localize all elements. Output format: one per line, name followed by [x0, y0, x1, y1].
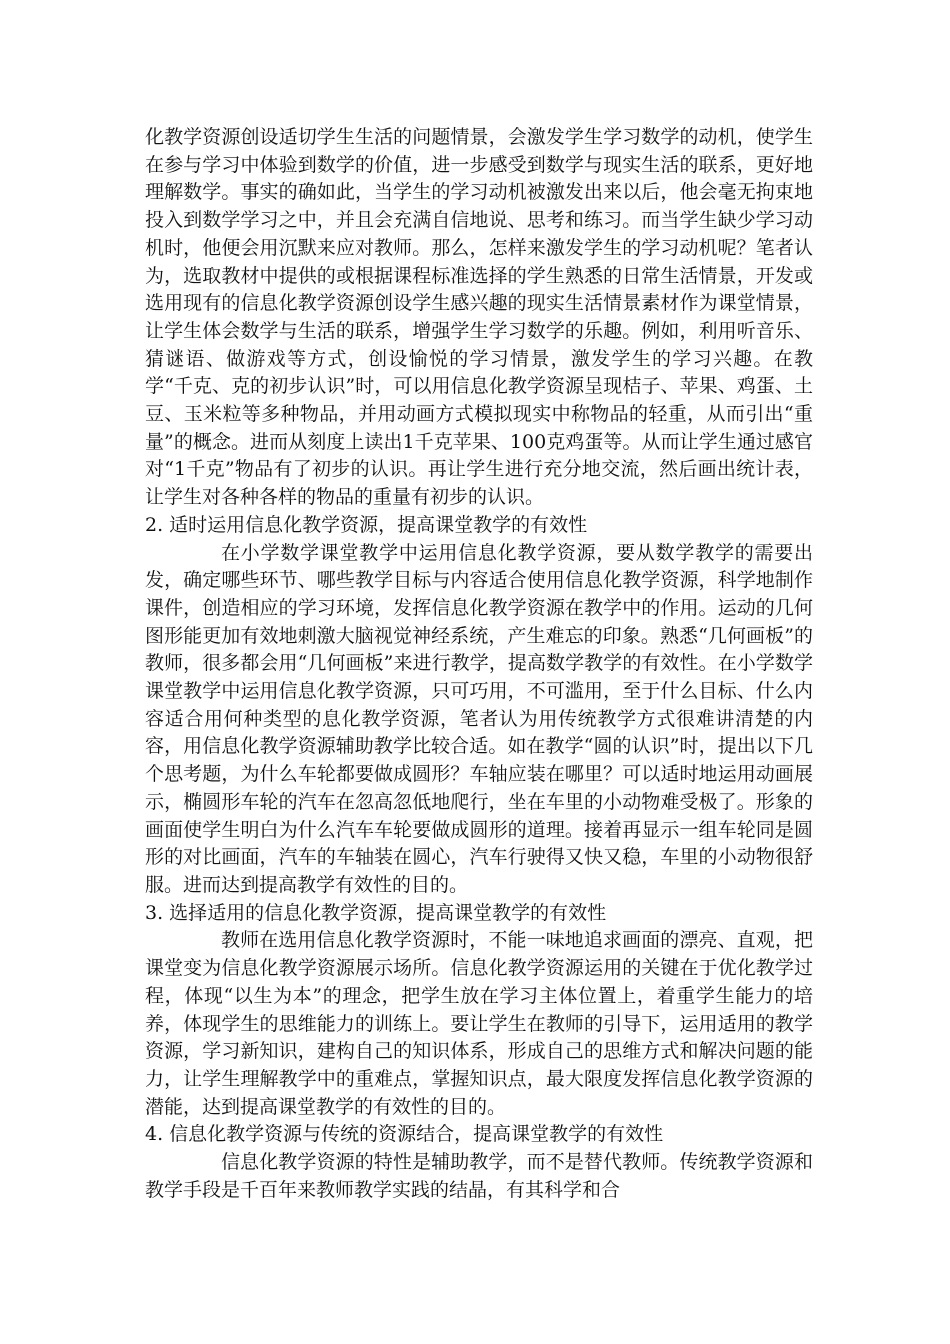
paragraph-intro: 化教学资源创设适切学生生活的问题情景，会激发学生学习数学的动机，使学生在参与学习中体验到数学的价值，进一步感受到数学与现实生活的联系，更好地理解数学。事实的确如此，当学生的学习动机被激发出来以后，他会毫无拘束地投入到数学学习之中，并且会充满自信地说、思考和练习。而当学生缺少学习动机时，他便会用沉默来应对教师。那么，怎样来激发学生的学习动机呢？笔者认为，选取教材中提供的或根据课程标准选择的学生熟悉的日常生活情景，开发或选用现有的信息化教学资源创设学生感兴趣的现实生活情景素材作为课堂情景，让学生体会数学与生活的联系，增强学生学习数学的乐趣。例如，利用听音乐、猜谜语、做游戏等方式，创设愉悦的学习情景，激发学生的学习兴趣。在教学“千克、克的初步认识”时，可以用信息化教学资源呈现桔子、苹果、鸡蛋、土豆、玉米粒等多种物品，并用动画方式模拟现实中称物品的轻重，从而引出“重量”的概念。进而从刻度上读出1千克苹果、100克鸡蛋等。从而让学生通过感官对“1千克”物品有了初步的认识。再让学生进行充分地交流，然后画出统计表，让学生对各种各样的物品的重量有初步的认识。 [145, 126, 813, 509]
paragraph-section-4: 信息化教学资源的特性是辅助教学，而不是替代教师。传统教学资源和教学手段是千百年来教师教学实践的结晶，有其科学和合 [145, 1151, 813, 1201]
section-heading-4: 4. 信息化教学资源与传统的资源结合，提高课堂教学的有效性 [145, 1123, 664, 1146]
paragraph-section-3: 教师在选用信息化教学资源时，不能一味地追求画面的漂亮、直观，把课堂变为信息化教学资源展示场所。信息化教学资源运用的关键在于优化教学过程，体现“以生为本”的理念，把学生放在学习主体位置上，着重学生能力的培养，体现学生的思维能力的训练上。要让学生在教师的引导下，运用适用的教学资源，学习新知识，建构自己的知识体系，形成自己的思维方式和解决问题的能力，让学生理解教学中的重难点，掌握知识点，最大限度发挥信息化教学资源的潜能，达到提高课堂教学的有效性的目的。 [145, 929, 813, 1118]
section-heading-3: 3. 选择适用的信息化教学资源，提高课堂教学的有效性 [145, 901, 607, 924]
paragraph-section-2: 在小学数学课堂教学中运用信息化教学资源，要从数学教学的需要出发，确定哪些环节、哪些教学目标与内容适合使用信息化教学资源，科学地制作课件，创造相应的学习环境，发挥信息化教学资源在教学中的作用。运动的几何图形能更加有效地刺激大脑视觉神经系统，产生难忘的印象。熟悉“几何画板”的教师，很多都会用“几何画板”来进行教学，提高数学教学的有效性。在小学数学课堂教学中运用信息化教学资源，只可巧用，不可滥用，至于什么目标、什么内容适合用何种类型的息化教学资源，笔者认为用传统教学方式很难讲清楚的内容，用信息化教学资源辅助教学比较合适。如在教学“圆的认识”时，提出以下几个思考题，为什么车轮都要做成圆形？车轴应装在哪里？可以适时地运用动画展示，椭圆形车轮的汽车在忽高忽低地爬行，坐在车里的小动物难受极了。形象的画面使学生明白为什么汽车车轮要做成圆形的道理。接着再显示一组车轮同是圆形的对比画面，汽车的车轴装在圆心，汽车行驶得又快又稳，车里的小动物很舒服。进而达到提高教学有效性的目的。 [145, 541, 813, 896]
section-heading-2: 2. 适时运用信息化教学资源，提高课堂教学的有效性 [145, 513, 588, 536]
document-page [145, 124, 813, 1204]
